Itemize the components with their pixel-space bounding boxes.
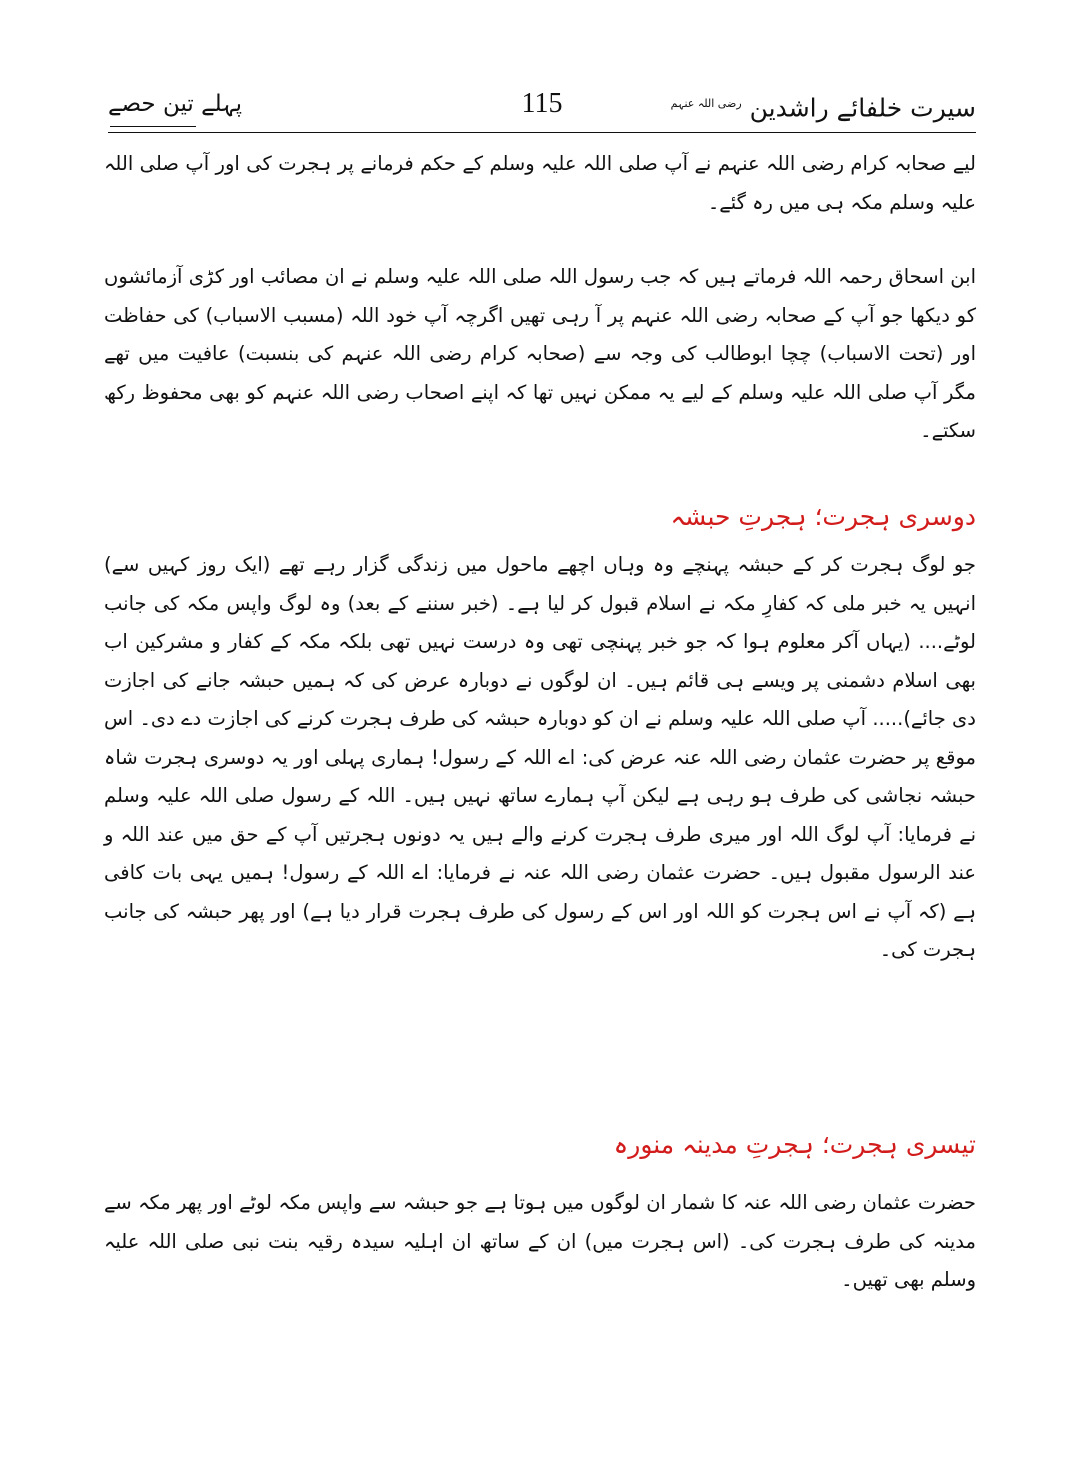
- paragraph-3: جو لوگ ہجرت کر کے حبشہ پہنچے وہ وہاں اچھے ماحول میں زندگی گزار رہے تھے (ایک روز کہیں سے) انہیں یہ خبر ملی کہ کفارِ مکہ نے اسلام قبول کر لیا ہے۔ (خبر سننے کے بعد) وہ لوگ واپس مکہ کی جانب لوٹے.... (یہاں آکر معلوم ہوا کہ جو خبر پہنچی تھی وہ درست نہیں تھی بلکہ مکہ کے کفار و مشرکین اب بھی اسلام دشمنی پر ویسے ہی قائم ہیں۔ ان لوگوں نے دوبارہ عرض کی کہ ہمیں حبشہ جانے کی اجازت دی جائے)..... آپ صلی اللہ علیہ وسلم نے ان کو دوبارہ حبشہ کی طرف ہجرت کرنے کی اجازت دے دی۔ اس موقع پر حضرت عثمان رضی اللہ عنہ عرض کی: اے اللہ کے رسول! ہماری پہلی اور یہ دوسری ہجرت شاہ حبشہ نجاشی کی طرف ہو رہی ہے لیکن آپ ہمارے ساتھ نہیں ہیں۔ اللہ کے رسول صلی اللہ علیہ وسلم نے فرمایا: آپ لوگ اللہ اور میری طرف ہجرت کرنے والے ہیں یہ دونوں ہجرتیں آپ کے حق میں عند اللہ و عند الرسول مقبول ہیں۔ حضرت عثمان رضی اللہ عنہ نے فرمایا: اے اللہ کے رسول! ہمیں یہی بات کافی ہے (کہ آپ نے اس ہجرت کو اللہ اور اس کے رسول کی طرف ہجرت قرار دیا ہے) اور پھر حبشہ کی جانب ہجرت کی۔: [104, 553, 976, 961]
- section-heading-1: دوسری ہجرت؛ ہجرتِ حبشہ: [670, 502, 976, 531]
- section-underline: [110, 126, 196, 127]
- section-heading-2: تیسری ہجرت؛ ہجرتِ مدینہ منورہ: [613, 1130, 976, 1159]
- heading-block-2: [104, 1123, 976, 1167]
- honorific: رضی اللہ عنہم: [670, 97, 742, 110]
- section-label: پہلے تین حصے: [108, 91, 243, 117]
- paragraph-2: ابن اسحاق رحمہ اللہ فرماتے ہیں کہ جب رسول اللہ صلی اللہ علیہ وسلم نے ان مصائب اور کڑی آزمائشوں کو دیکھا جو آپ کے صحابہ رضی اللہ عنہم پر آ رہی تھیں اگرچہ آپ خود اللہ (مسبب الاسباب) کی حفاظت اور (تحت الاسباب) چچا ابوطالب کی وجہ سے (صحابہ کرام رضی اللہ عنہم کی بنسبت) عافیت میں تھے مگر آپ صلی اللہ علیہ وسلم کے لیے یہ ممکن نہیں تھا کہ اپنے اصحاب رضی اللہ عنہم کو بھی محفوظ رکھ سکتے۔: [104, 265, 976, 442]
- header-rule: [108, 132, 976, 133]
- heading-block-1: [104, 495, 976, 539]
- body-block-4: [104, 1184, 976, 1300]
- body-block-1: [104, 145, 976, 222]
- paragraph-1: لیے صحابہ کرام رضی اللہ عنہم نے آپ صلی اللہ علیہ وسلم کے حکم فرمانے پر ہجرت کی اور آپ صلی اللہ علیہ وسلم مکہ ہی میں رہ گئے۔: [104, 152, 976, 214]
- body-block-3: [104, 546, 976, 970]
- paragraph-4: حضرت عثمان رضی اللہ عنہ کا شمار ان لوگوں میں ہوتا ہے جو حبشہ سے واپس مکہ لوٹے اور پھر مکہ سے مدینہ کی طرف ہجرت کی۔ (اس ہجرت میں) ان کے ساتھ ان اہلیہ سیدہ رقیہ بنت نبی صلی اللہ علیہ وسلم بھی تھیں۔: [104, 1191, 976, 1291]
- body-block-2: [104, 258, 976, 451]
- book-title-text: سیرت خلفائے راشدین: [749, 93, 976, 123]
- page-number: 115: [521, 88, 563, 119]
- running-header: [108, 86, 976, 130]
